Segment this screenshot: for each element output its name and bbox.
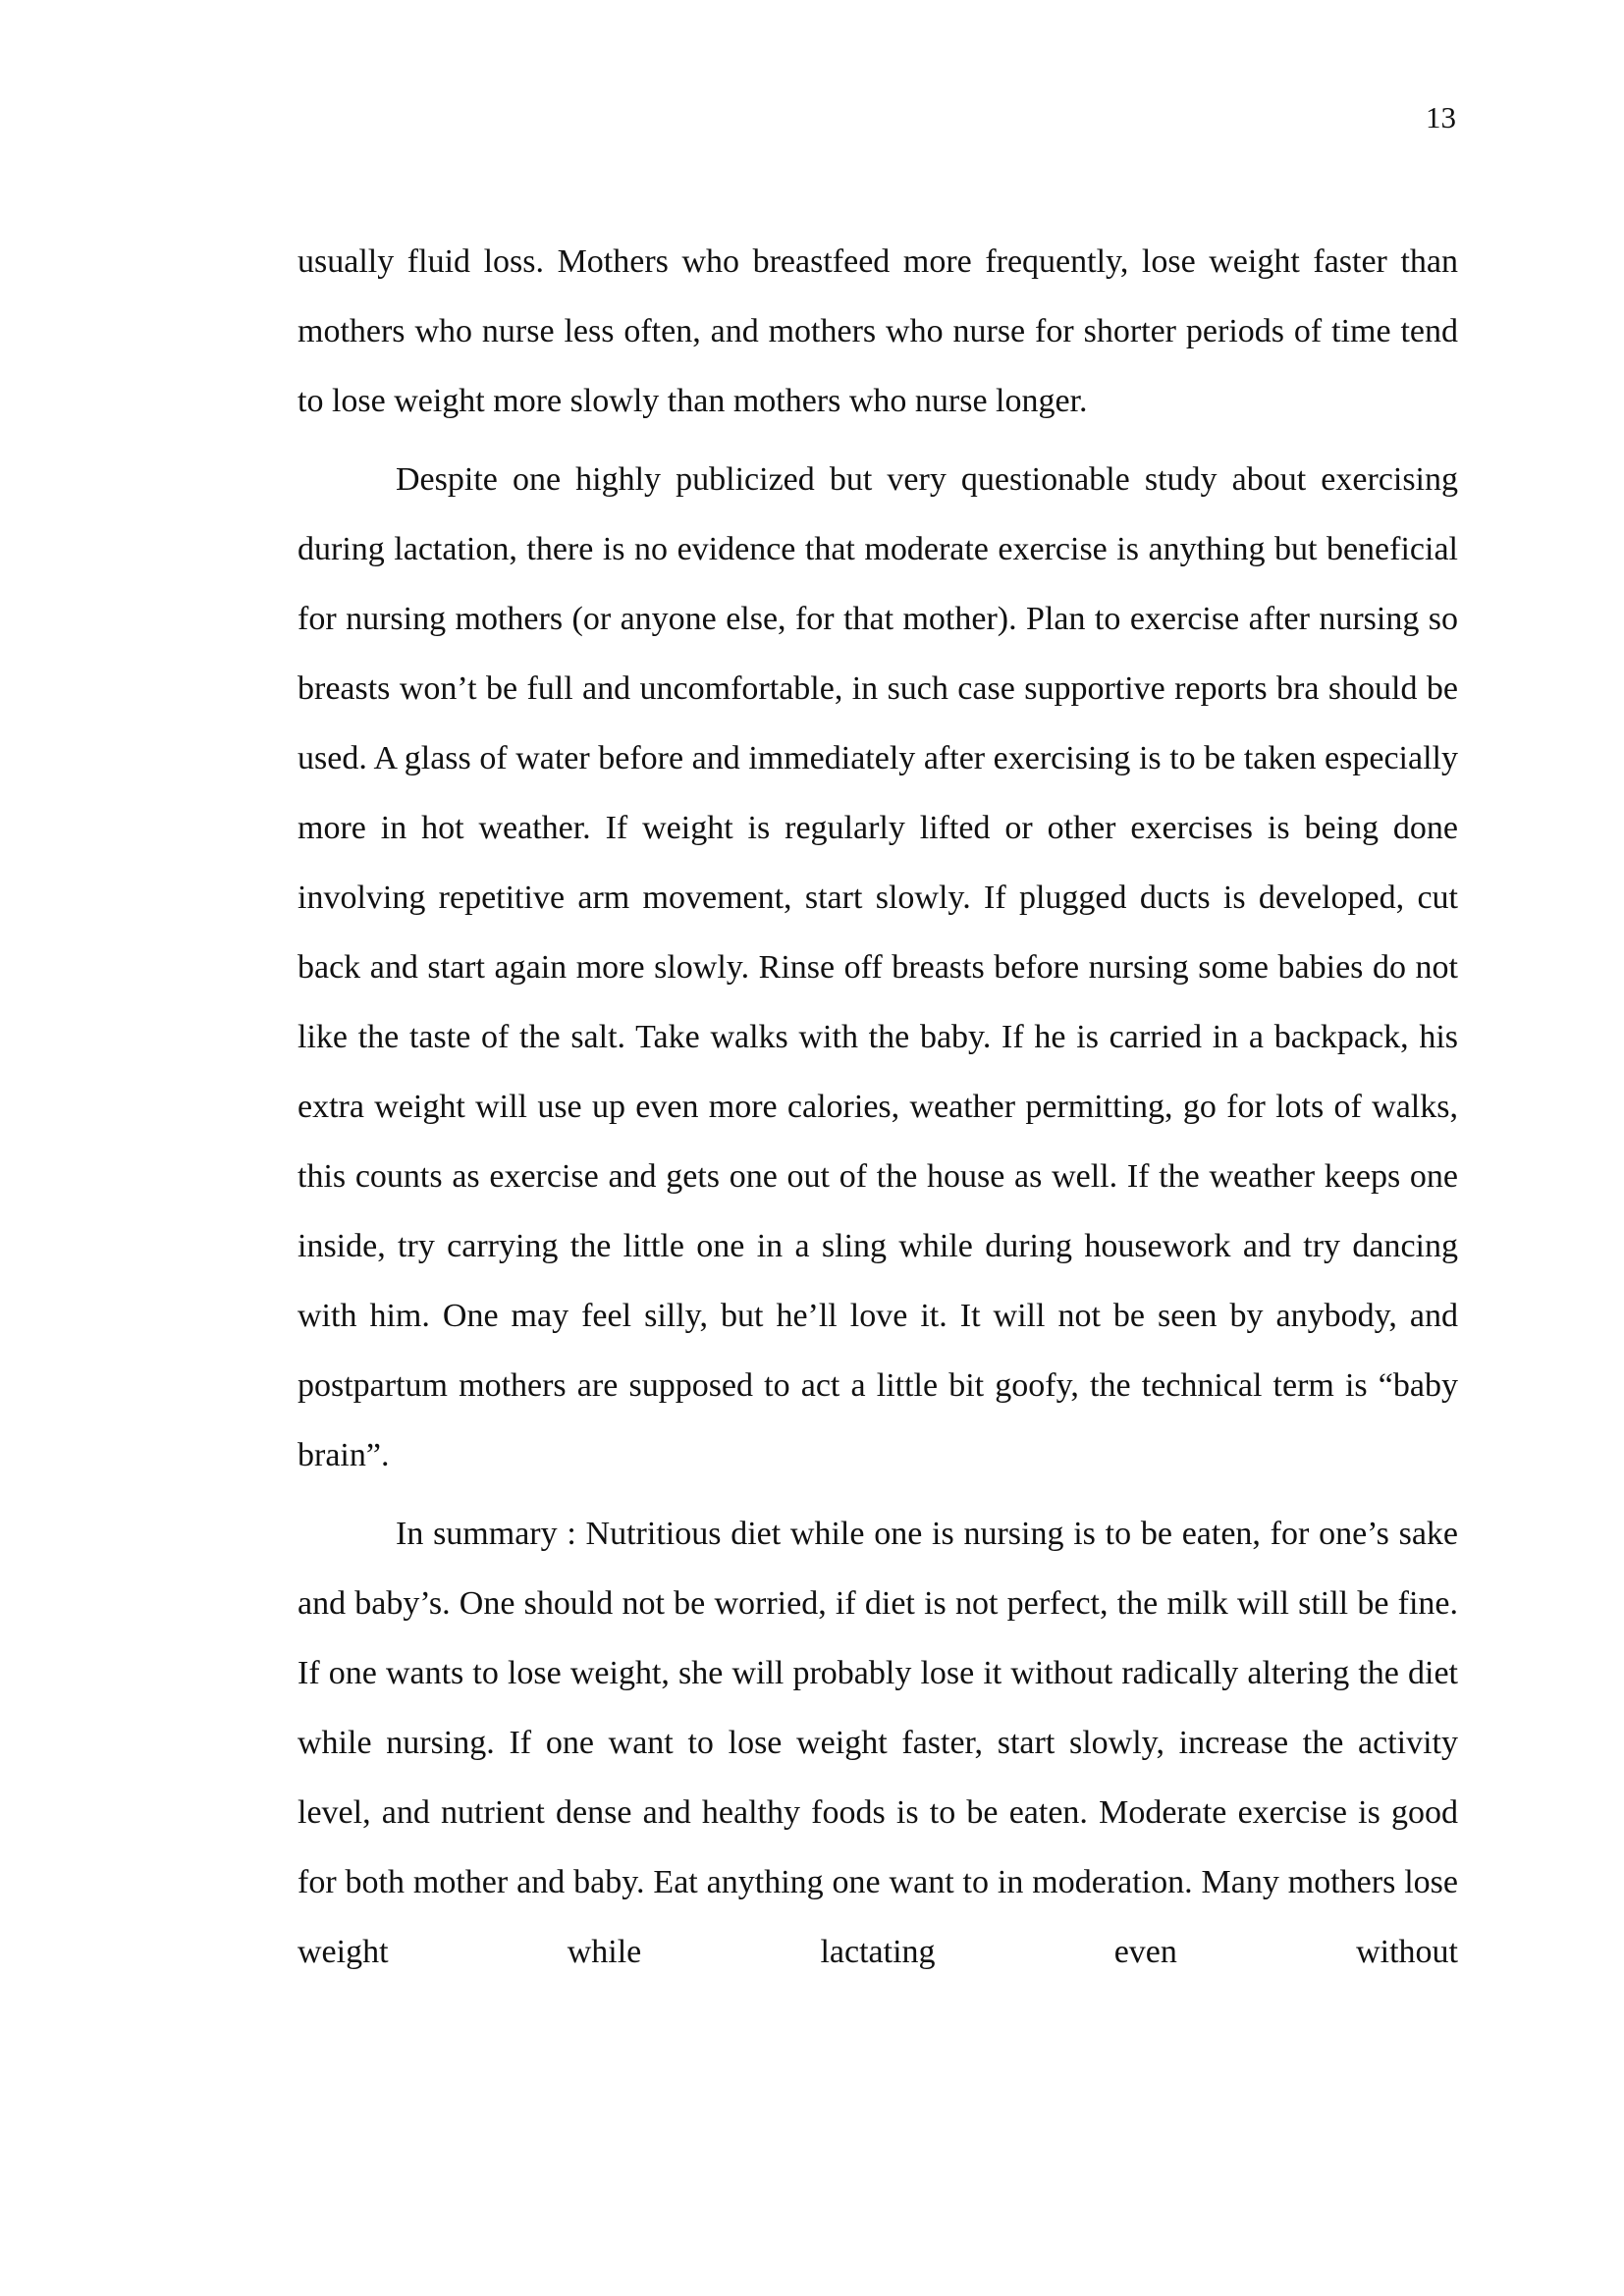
body-text (298, 227, 1458, 1987)
paragraph-exercise-during-lactation: Despite one highly publicized but very questionable study about exercising during lactation, there is no evidence that moderate exercise is anything but beneficial for nursing mothers (or anyone else, for that mother). Plan to exercise after nursing so breasts won’t be full and uncomfortable, in such case supportive reports bra should be used. A glass of water before and immediately after exercising is to be taken especially more in hot weather. If weight is regularly lifted or other exercises is being done involving repetitive arm movement, start slowly. If plugged ducts is developed, cut back and start again more slowly. Rinse off breasts before nursing some babies do not like the taste of the salt. Take walks with the baby. If he is carried in a backpack, his extra weight will use up even more calories, weather permitting, go for lots of walks, this counts as exercise and gets one out of the house as well. If the weather keeps one inside, try carrying the little one in a sling while during housework and try dancing with him. One may feel silly, but he’ll love it. It will not be seen by anybody, and postpartum mothers are supposed to act a little bit goofy, the technical term is “baby brain”. (298, 461, 1458, 1473)
paragraph-weight-loss-continuation: usually fluid loss. Mothers who breastfeed more frequently, lose weight faster than mothers who nurse less often, and mothers who nurse for shorter periods of time tend to lose weight more slowly than mothers who nurse longer. (298, 243, 1458, 419)
paragraph-summary: In summary : Nutritious diet while one is nursing is to be eaten, for one’s sake and baby’s. One should not be worried, if diet is not perfect, the milk will still be fine. If one wants to lose weight, she will probably lose it without radically altering the diet while nursing. If one want to lose weight faster, start slowly, increase the activity level, and nutrient dense and healthy foods is to be eaten. Moderate exercise is good for both mother and baby. Eat anything one want to in moderation. Many mothers lose weight while lactating even without (298, 1516, 1458, 1970)
page-number: 13 (1426, 100, 1456, 134)
